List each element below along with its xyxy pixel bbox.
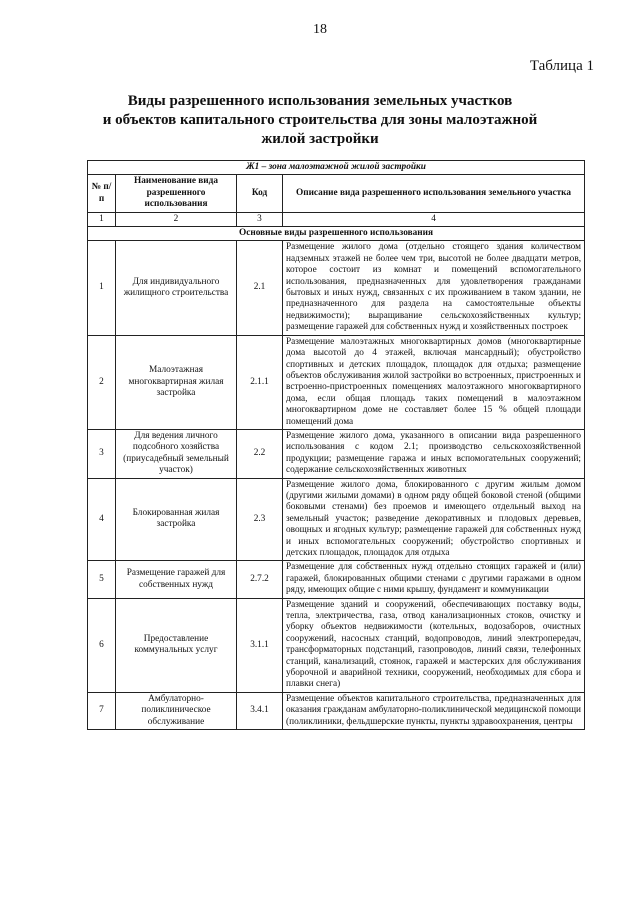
column-number: 2 xyxy=(116,212,237,226)
use-type-code: 2.1.1 xyxy=(237,335,283,429)
use-type-name: Для ведения личного подсобного хозяйства (приусадебный земельный участок) xyxy=(116,429,237,478)
zone-header-row xyxy=(88,161,585,175)
document-title xyxy=(90,92,550,149)
use-type-description: Размещение жилого дома, указанного в описании вида разрешенного использования с кодом 2.1; производство сельскохозяйственной продукции; размещение гаража и иных вспомогательных сооружений; содержание сельскохозяйственных животных xyxy=(283,429,585,478)
column-number: 3 xyxy=(237,212,283,226)
table-row xyxy=(88,241,585,335)
table-row xyxy=(88,561,585,598)
use-type-name: Амбулаторно-поликлиническое обслуживание xyxy=(116,692,237,729)
section-title: Основные виды разрешенного использования xyxy=(88,227,585,241)
use-type-name: Размещение гаражей для собственных нужд xyxy=(116,561,237,598)
header-desc: Описание вида разрешенного использования земельного участка xyxy=(283,175,585,212)
row-number: 5 xyxy=(88,561,116,598)
use-type-code: 2.3 xyxy=(237,478,283,561)
table-row xyxy=(88,335,585,429)
table-row xyxy=(88,598,585,692)
use-type-code: 3.1.1 xyxy=(237,598,283,692)
land-use-table xyxy=(87,160,585,730)
row-number: 6 xyxy=(88,598,116,692)
use-type-description: Размещение жилого дома, блокированного с другим жилым домом (другими жилыми домами) в одном ряду общей боковой стеной (общими боковыми стенами) без проемов и имеющего отдельный выход на земельный участок; разведение декоративных и плодовых деревьев, овощных и ягодных культур; размещение гаражей для собственных нужд и иных вспомогательных сооружений; обустройство спортивных и детских площадок, площадок для отдыха xyxy=(283,478,585,561)
table-label: Таблица 1 xyxy=(529,58,594,74)
row-number: 7 xyxy=(88,692,116,729)
row-number: 1 xyxy=(88,241,116,335)
use-type-name: Малоэтажная многоквартирная жилая застройка xyxy=(116,335,237,429)
page-number: 18 xyxy=(313,22,327,37)
table-row xyxy=(88,429,585,478)
header-name: Наименование вида разрешенного использования xyxy=(116,175,237,212)
column-number: 4 xyxy=(283,212,585,226)
use-type-description: Размещение для собственных нужд отдельно стоящих гаражей и (или) гаражей, блокированных общими стенами с другими гаражами в одном ряду, имеющих общие с ними крышу, фундамент и коммуникации xyxy=(283,561,585,598)
title-line-3: жилой застройки xyxy=(261,131,379,147)
row-number: 3 xyxy=(88,429,116,478)
use-type-description: Размещение объектов капитального строительства, предназначенных для оказания гражданам амбулаторно-поликлинической медицинской помощи (поликлиники, фельдшерские пункты, пункты здравоохранения, центры xyxy=(283,692,585,729)
table-row xyxy=(88,692,585,729)
header-num: № п/п xyxy=(88,175,116,212)
use-type-description: Размещение жилого дома (отдельно стоящего здания количеством надземных этажей не более чем три, высотой не более двадцати метров, которое состоит из комнат и помещений вспомогательного использования, предназначенных для удовлетворения гражданами бытовых и иных нужд, связанных с их проживанием в таком здании, не предназначенного для раздела на самостоятельные объекты недвижимости); выращивание сельскохозяйственных культур; размещение гаражей для собственных нужд и хозяйственных построек xyxy=(283,241,585,335)
use-type-code: 2.2 xyxy=(237,429,283,478)
zone-header: Ж1 – зона малоэтажной жилой застройки xyxy=(88,161,585,175)
row-number: 2 xyxy=(88,335,116,429)
use-type-description: Размещение малоэтажных многоквартирных домов (многоквартирные дома высотой до 4 этажей, включая мансардный); обустройство спортивных и детских площадок, площадок для отдыха; размещение объектов обслуживания жилой застройки во встроенных, пристроенных и встроенно-пристроенных помещениях малоэтажного многоквартирного дома, если общая площадь таких помещений в малоэтажном многоквартирном доме не составляет более 15 % общей площади помещений дома xyxy=(283,335,585,429)
row-number: 4 xyxy=(88,478,116,561)
use-type-code: 2.7.2 xyxy=(237,561,283,598)
column-number-row xyxy=(88,212,585,226)
use-type-code: 3.4.1 xyxy=(237,692,283,729)
use-type-code: 2.1 xyxy=(237,241,283,335)
title-line-1: Виды разрешенного использования земельных участков xyxy=(127,93,513,109)
title-line-2: и объектов капитального строительства для зоны малоэтажной xyxy=(102,112,538,128)
use-type-name: Блокированная жилая застройка xyxy=(116,478,237,561)
use-type-description: Размещение зданий и сооружений, обеспечивающих поставку воды, тепла, электричества, газа, отвод канализационных стоков, очистку и уборку объектов недвижимости (котельных, водозаборов, очистных сооружений, насосных станций, водопроводов, линий электропередач, трансформаторных подстанций, газопроводов, линий связи, телефонных станций, канализаций, стоянок, гаражей и мастерских для обслуживания уборочной и аварийной техники, сооружений, необходимых для сбора и плавки снега) xyxy=(283,598,585,692)
column-number: 1 xyxy=(88,212,116,226)
column-header-row xyxy=(88,175,585,212)
header-code: Код xyxy=(237,175,283,212)
table-row xyxy=(88,478,585,561)
use-type-name: Для индивидуального жилищного строительства xyxy=(116,241,237,335)
section-row xyxy=(88,227,585,241)
use-type-name: Предоставление коммунальных услуг xyxy=(116,598,237,692)
